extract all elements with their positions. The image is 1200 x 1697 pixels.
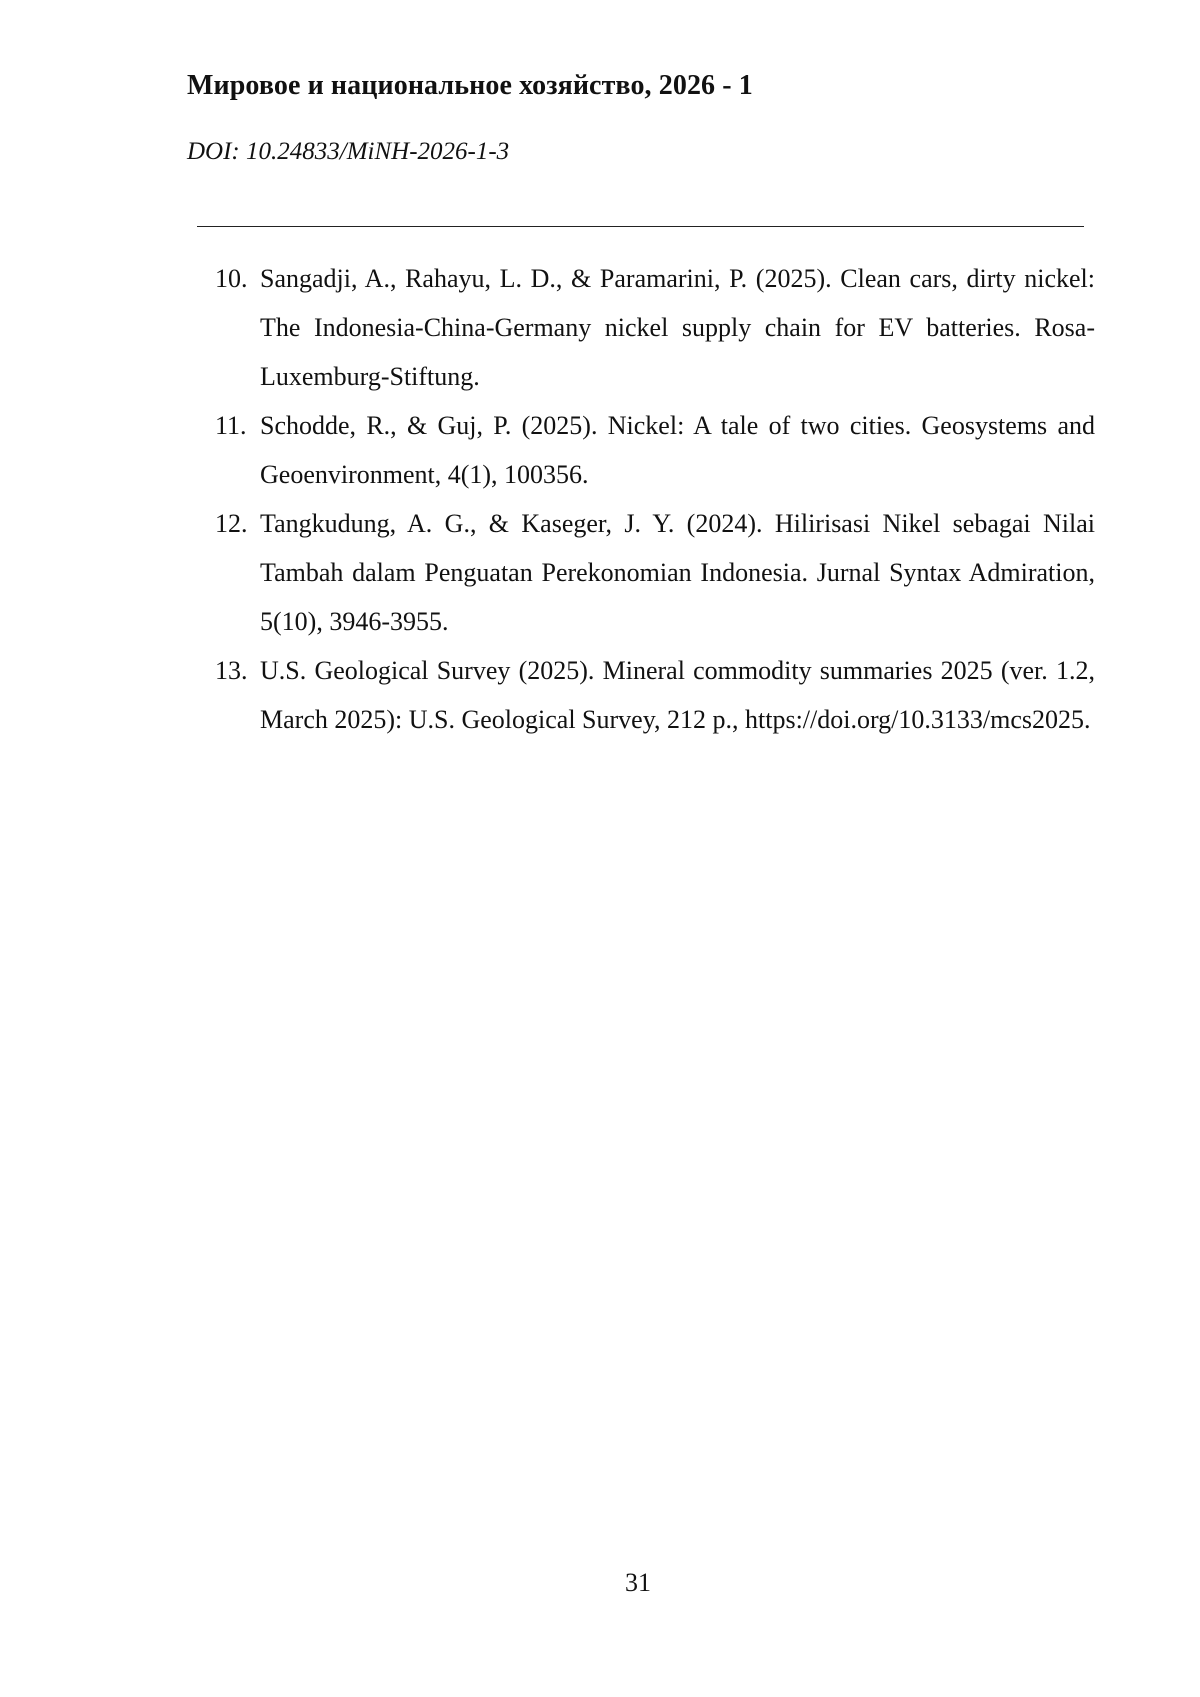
page-number: 31 <box>625 1568 651 1597</box>
header-divider <box>197 226 1084 227</box>
reference-item <box>215 254 1095 401</box>
reference-text: Tangkudung, A. G., & Kaseger, J. Y. (2024). Hilirisasi Nikel sebagai Nilai Tambah dalam Penguatan Perekonomian Indonesia. Jurnal Syntax Admiration, 5(10), 3946-3955. <box>260 509 1095 636</box>
reference-item <box>215 646 1095 744</box>
doi-line: DOI: 10.24833/MiNH-2026-1-3 <box>187 138 510 165</box>
reference-list <box>215 254 1095 744</box>
reference-number: 10. <box>215 264 248 293</box>
reference-number: 12. <box>215 509 248 538</box>
reference-number: 11. <box>215 411 247 440</box>
reference-item <box>215 499 1095 646</box>
journal-title: Мировое и национальное хозяйство, 2026 - 1 <box>187 70 753 101</box>
reference-text: U.S. Geological Survey (2025). Mineral commodity summaries 2025 (ver. 1.2, March 2025): U.S. Geological Survey, 212 p., https://doi.org/10.3133/mcs2025. <box>260 656 1095 734</box>
reference-text: Sangadji, A., Rahayu, L. D., & Paramarini, P. (2025). Clean cars, dirty nickel: The Indonesia-China-Germany nickel supply chain for EV batteries. Rosa-Luxemburg-Stiftung. <box>260 264 1095 391</box>
reference-number: 13. <box>215 656 248 685</box>
reference-item <box>215 401 1095 499</box>
reference-text: Schodde, R., & Guj, P. (2025). Nickel: A tale of two cities. Geosystems and Geoenvironment, 4(1), 100356. <box>260 411 1095 489</box>
